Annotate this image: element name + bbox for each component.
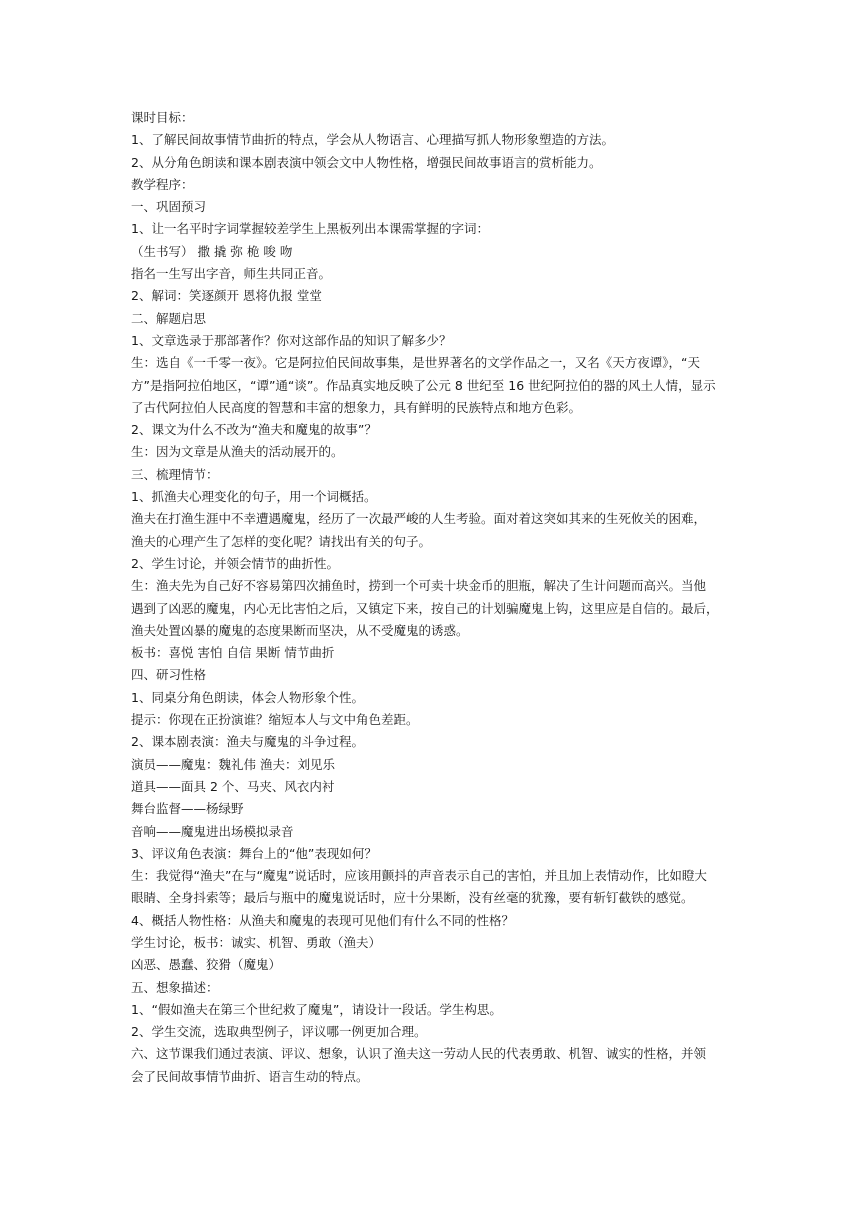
text-line: 教学程序：: [131, 176, 194, 192]
text-line: 遇到了凶恶的魔鬼，内心无比害怕之后，又镇定下来，按自己的计划骗魔鬼上钩，这里应是自信的。最后，: [131, 600, 719, 616]
text-line: 板书：喜悦 害怕 自信 果断 情节曲折: [131, 645, 335, 661]
text-line: 三、梳理情节：: [131, 466, 219, 482]
text-line: 课时目标：: [131, 110, 194, 125]
text-line: 渔夫的心理产生了怎样的变化呢？请找出有关的句子。: [131, 533, 432, 549]
text-line: 1、让一名平时字词掌握较差学生上黑板列出本课需掌握的字词：: [131, 221, 489, 237]
text-line: 方”是指阿拉伯地区，“谭”通“谈”。作品真实地反映了公元 8 世纪至 16 世纪阿拉伯的器的风土人情，显示: [131, 377, 716, 393]
text-line: 六、这节课我们通过表演、评议、想象，认识了渔夫这一劳动人民的代表勇敢、机智、诚实的性格，并领: [131, 1046, 707, 1062]
text-line: 2、课文为什么不改为“渔夫和魔鬼的故事”？: [131, 422, 377, 438]
text-line: 了古代阿拉伯人民高度的智慧和丰富的想象力，具有鲜明的民族特点和地方色彩。: [131, 399, 582, 415]
text-line: 生：渔夫先为自己好不容易第四次捕鱼时，捞到一个可卖十块金币的胆瓶，解决了生计问题而高兴。当他: [131, 578, 707, 594]
text-line: 五、想象描述：: [131, 979, 219, 995]
text-line: 1、“假如渔夫在第三个世纪救了魔鬼”，请设计一段话。学生构思。: [131, 1001, 502, 1017]
text-line: 渔夫在打渔生涯中不幸遭遇魔鬼，经历了一次最严峻的人生考验。面对着这突如其来的生死攸关的困难，: [131, 511, 707, 527]
text-line: 音响——魔鬼进出场模拟录音: [131, 823, 294, 839]
text-line: 1、同桌分角色朗读，体会人物形象个性。: [131, 689, 364, 705]
text-line: 1、文章选录于那部著作？你对这部作品的知识了解多少？: [131, 332, 452, 348]
text-line: 道具——面具 2 个、马夹、风衣内衬: [131, 778, 335, 794]
text-line: （生书写） 撒 撬 弥 桅 唆 吻: [131, 243, 293, 259]
text-line: 指名一生写出字音，师生共同正音。: [131, 266, 332, 282]
text-line: 舞台监督——杨绿野: [131, 801, 244, 817]
text-line: 生：因为文章是从渔夫的活动展开的。: [131, 444, 344, 460]
text-line: 凶恶、愚蠢、狡猾（魔鬼）: [131, 957, 282, 973]
text-line: 提示：你现在正扮演谁？缩短本人与文中角色差距。: [131, 712, 419, 728]
text-line: 2、从分角色朗读和课本剧表演中领会文中人物性格，增强民间故事语言的赏析能力。: [131, 154, 602, 170]
text-line: 渔夫处置凶暴的魔鬼的态度果断而坚决，从不受魔鬼的诱惑。: [131, 622, 469, 638]
text-line: 1、了解民间故事情节曲折的特点，学会从人物语言、心理描写抓人物形象塑造的方法。: [131, 132, 614, 148]
text-line: 眼睛、全身抖索等；最后与瓶中的魔鬼说话时，应十分果断，没有丝毫的犹豫，要有斩钉截铁的感觉。: [131, 890, 694, 906]
text-line: 2、学生交流，选取典型例子，评议哪一例更加合理。: [131, 1024, 427, 1040]
document-body: [131, 107, 741, 1088]
text-line: 3、评议角色表演：舞台上的“他”表现如何？: [131, 845, 377, 861]
text-line: 2、解词：笑逐颜开 恩将仇报 堂堂: [131, 288, 322, 304]
text-line: 2、课本剧表演：渔夫与魔鬼的斗争过程。: [131, 734, 364, 750]
text-line: 学生讨论，板书：诚实、机智、勇敢（渔夫）: [131, 934, 382, 950]
text-line: 生：选自《一千零一夜》。它是阿拉伯民间故事集，是世界著名的文学作品之一，又名《天方夜谭》，“天: [131, 355, 700, 371]
text-line: 二、解题启思: [131, 310, 207, 326]
text-line: 四、研习性格: [131, 667, 207, 683]
text-line: 生：我觉得“渔夫”在与“魔鬼”说话时，应该用颤抖的声音表示自己的害怕，并且加上表情动作，比如瞪大: [131, 868, 707, 884]
text-line: 1、抓渔夫心理变化的句子，用一个词概括。: [131, 489, 377, 505]
text-line: 演员——魔鬼：魏礼伟 渔夫：刘见乐: [131, 756, 335, 772]
text-line: 2、学生讨论，并领会情节的曲折性。: [131, 555, 339, 571]
text-line: 4、概括人物性格：从渔夫和魔鬼的表现可见他们有什么不同的性格？: [131, 912, 514, 928]
text-line: 一、巩固预习: [131, 199, 207, 215]
text-line: 会了民间故事情节曲折、语言生动的特点。: [131, 1068, 369, 1084]
